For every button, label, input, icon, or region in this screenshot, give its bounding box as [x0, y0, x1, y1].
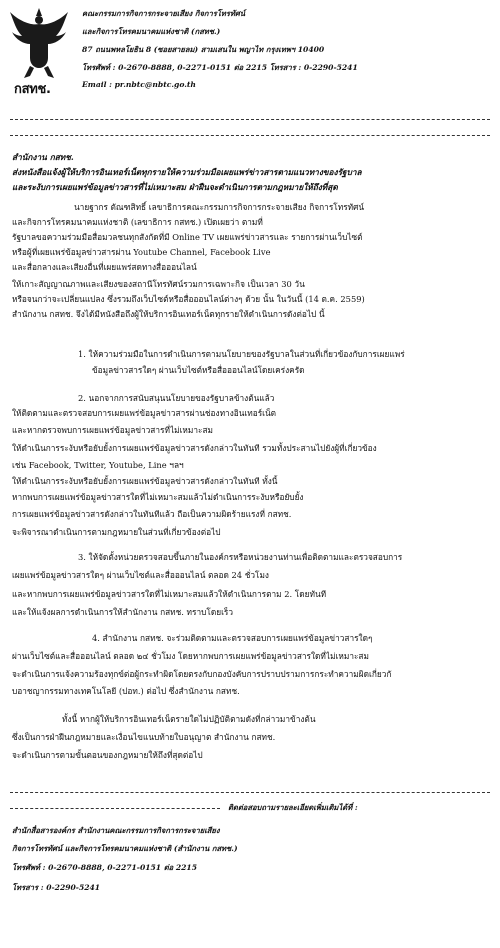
garuda-emblem-icon	[8, 6, 70, 88]
org-phone: โทรศัพท์ : 0-2670-8888, 0-2271-0151 ต่อ 2215 โทรสาร : 0-2290-5241	[82, 63, 358, 72]
headline-line2: และระงับการเผยแพร่ข้อมูลข่าวสารที่ไม่เหมาะสม ฝ่าฝืนจะดำเนินการตามกฎหมายให้ถึงที่สุด	[12, 182, 338, 192]
text-line: สำนักงาน กสทช. จึงได้มีหนังสือถึงผู้ให้บริการอินเทอร์เน็ตทุกรายให้ดำเนินการดังต่อไป นี้	[12, 309, 325, 319]
contact-line1: สำนักสื่อสารองค์กร สำนักงานคณะกรรมการกิจการกระจายเสียง	[12, 826, 220, 835]
text-line: ให้ดำเนินการระงับหรือยับยั้งการเผยแพร่ข้อมูลข่าวสารดังกล่าวในทันที รวมทั้งประสานไปยังผู้ที่เกี่ยวข้อง	[12, 443, 377, 453]
text-line: หรือจนกว่าจะเปลี่ยนแปลง ซึ่งรวมถึงเว็บไซต์หรือสื่อออนไลน์ต่างๆ ด้วย นั้น ในวันนี้ (14 ต.ค. 2559)	[12, 294, 365, 304]
text-line: การเผยแพร่ข้อมูลข่าวสารดังกล่าวในทันทีแล้ว ถือเป็นความผิดร้ายแรงที่ กสทช.	[12, 509, 292, 519]
org-email: Email : pr.nbtc@nbtc.go.th	[82, 80, 196, 89]
text-line: และสื่อกลางและเสียงอื่นที่เผยแพร่สดทางสื่อออนไลน์	[12, 262, 197, 272]
text-line: ให้เกาะสัญญาณภาพและเสียงของสถานีโทรทัศน์รวมการเฉพาะกิจ เป็นเวลา 30 วัน	[12, 279, 305, 289]
text-line: ซึ่งเป็นการฝ่าฝืนกฎหมายและเงื่อนไขแนบท้ายใบอนุญาต สำนักงาน กสทช.	[12, 732, 276, 742]
text-line: 3. ให้จัดตั้งหน่วยตรวจสอบขึ้นภายในองค์กรหรือหน่วยงานท่านเพื่อติดตามและตรวจสอบการ	[78, 552, 403, 562]
org-name-line2: และกิจการโทรคมนาคมแห่งชาติ (กสทช.)	[82, 27, 221, 36]
text-line: ผ่านเว็บไซต์และสื่อออนไลน์ ตลอด ๒๔ ชั่วโมง โดยหากพบการเผยแพร่ข้อมูลข่าวสารใดที่ไม่เหมาะสม	[12, 651, 369, 661]
text-line: 4. สำนักงาน กสทช. จะร่วมติดตามและตรวจสอบการเผยแพร่ข้อมูลข่าวสารใดๆ	[92, 633, 373, 643]
text-line: และให้แจ้งผลการดำเนินการให้สำนักงาน กสทช. ทราบโดยเร็ว	[12, 607, 234, 617]
text-line: ให้ดำเนินการระงับหรือยับยั้งการเผยแพร่ข้อมูลข่าวสารดังกล่าวในทันที ทั้งนี้	[12, 476, 278, 486]
text-line: จะดำเนินการแจ้งความร้องทุกข์ต่อผู้กระทำผิดโดยตรงกับกองบังคับการปราบปรามการกระทำความผิดเกี่ยวกั	[12, 669, 392, 679]
text-line: และหากพบการเผยแพร่ข้อมูลข่าวสารใดที่ไม่เหมาะสมแล้วให้ดำเนินการตาม 2. โดยทันที	[12, 589, 327, 599]
text-line: เผยแพร่ข้อมูลข่าวสารใดๆ ผ่านเว็บไซต์และสื่อออนไลน์ ตลอด 24 ชั่วโมง	[12, 570, 269, 580]
text-line: หรือผู้ที่เผยแพร่ข้อมูลข่าวสารผ่าน Youtube Channel, Facebook Live	[12, 247, 271, 257]
text-line: ทั้งนี้ หากผู้ให้บริการอินเทอร์เน็ตรายใดไม่ปฏิบัติตามดังที่กล่าวมาข้างต้น	[62, 714, 316, 724]
office-label: สำนักงาน กสทช.	[12, 152, 74, 162]
divider	[10, 792, 490, 793]
headline-line1: ส่งหนังสือแจ้งผู้ให้บริการอินเทอร์เน็ตทุกรายให้ความร่วมมือเผยแพร่ข่าวสารตามแนวทางของรัฐบาล	[12, 167, 362, 177]
contact-line2: กิจการโทรทัศน์ และกิจการโทรคมนาคมแห่งชาติ (สำนักงาน กสทช.)	[12, 844, 238, 853]
text-line: บอาชญากรรมทางเทคโนโลยี (ปอท.) ต่อไป ซึ่งสำนักงาน กสทช.	[12, 686, 240, 696]
item-2: 2. นอกจากการสนับสนุนนโยบายของรัฐบาลข้างต้นแล้ว	[78, 393, 275, 403]
text-line: เช่น Facebook, Twitter, Youtube, Line ฯลฯ	[12, 460, 184, 470]
text-line: 1. ให้ความร่วมมือในการดำเนินการตามนโยบายของรัฐบาลในส่วนที่เกี่ยวข้องกับการเผยแพร่	[78, 349, 405, 359]
text-line: รัฐบาลขอความร่วมมือสื่อมวลชนทุกสังกัดที่มี Online TV เผยแพร่ข่าวสารและ รายการผ่านเว็บไซต์	[12, 232, 363, 242]
text-line: และหากตรวจพบการเผยแพร่ข้อมูลข่าวสารที่ไม่เหมาะสม	[12, 425, 214, 435]
text-line: ให้ติดตามและตรวจสอบการเผยแพร่ข้อมูลข่าวสารผ่านช่องทางอินเทอร์เน็ต	[12, 408, 277, 418]
divider	[10, 119, 490, 120]
text-line: ข้อมูลข่าวสารใดๆ ผ่านเว็บไซต์หรือสื่อออนไลน์โดยเคร่งครัด	[92, 365, 305, 375]
text-line: จะดำเนินการตามขั้นตอนของกฎหมายให้ถึงที่สุดต่อไป	[12, 750, 203, 760]
contact-heading: ติดต่อสอบถามรายละเอียดเพิ่มเติมได้ที่ :	[228, 803, 358, 812]
text-line: หากพบการเผยแพร่ข้อมูลข่าวสารใดที่ไม่เหมาะสมแล้วไม่ดำเนินการระงับหรือยับยั้ง	[12, 492, 304, 502]
org-name-line1: คณะกรรมการกิจการกระจายเสียง กิจการโทรทัศน์	[82, 9, 246, 18]
logo-wordmark: กสทช.	[14, 82, 51, 97]
text-line: จะพิจารณาดำเนินการตามกฎหมายในส่วนที่เกี่ยวข้องต่อไป	[12, 527, 221, 537]
contact-fax: โทรสาร : 0-2290-5241	[12, 883, 101, 892]
text-line: นายฐากร ตัณฑสิทธิ์ เลขาธิการคณะกรรมการกิจการกระจายเสียง กิจการโทรทัศน์	[74, 202, 365, 212]
text-line: และกิจการโทรคมนาคมแห่งชาติ (เลขาธิการ กสทช.) เปิดเผยว่า ตามที่	[12, 217, 263, 227]
letterhead	[0, 0, 500, 108]
divider	[10, 135, 490, 136]
contact-phone: โทรศัพท์ : 0-2670-8888, 0-2271-0151 ต่อ 2215	[12, 863, 198, 872]
divider	[10, 808, 220, 809]
org-address: 87 ถนนพหลโยธิน 8 (ซอยสายลม) สามเสนใน พญาไท กรุงเทพฯ 10400	[82, 45, 325, 54]
